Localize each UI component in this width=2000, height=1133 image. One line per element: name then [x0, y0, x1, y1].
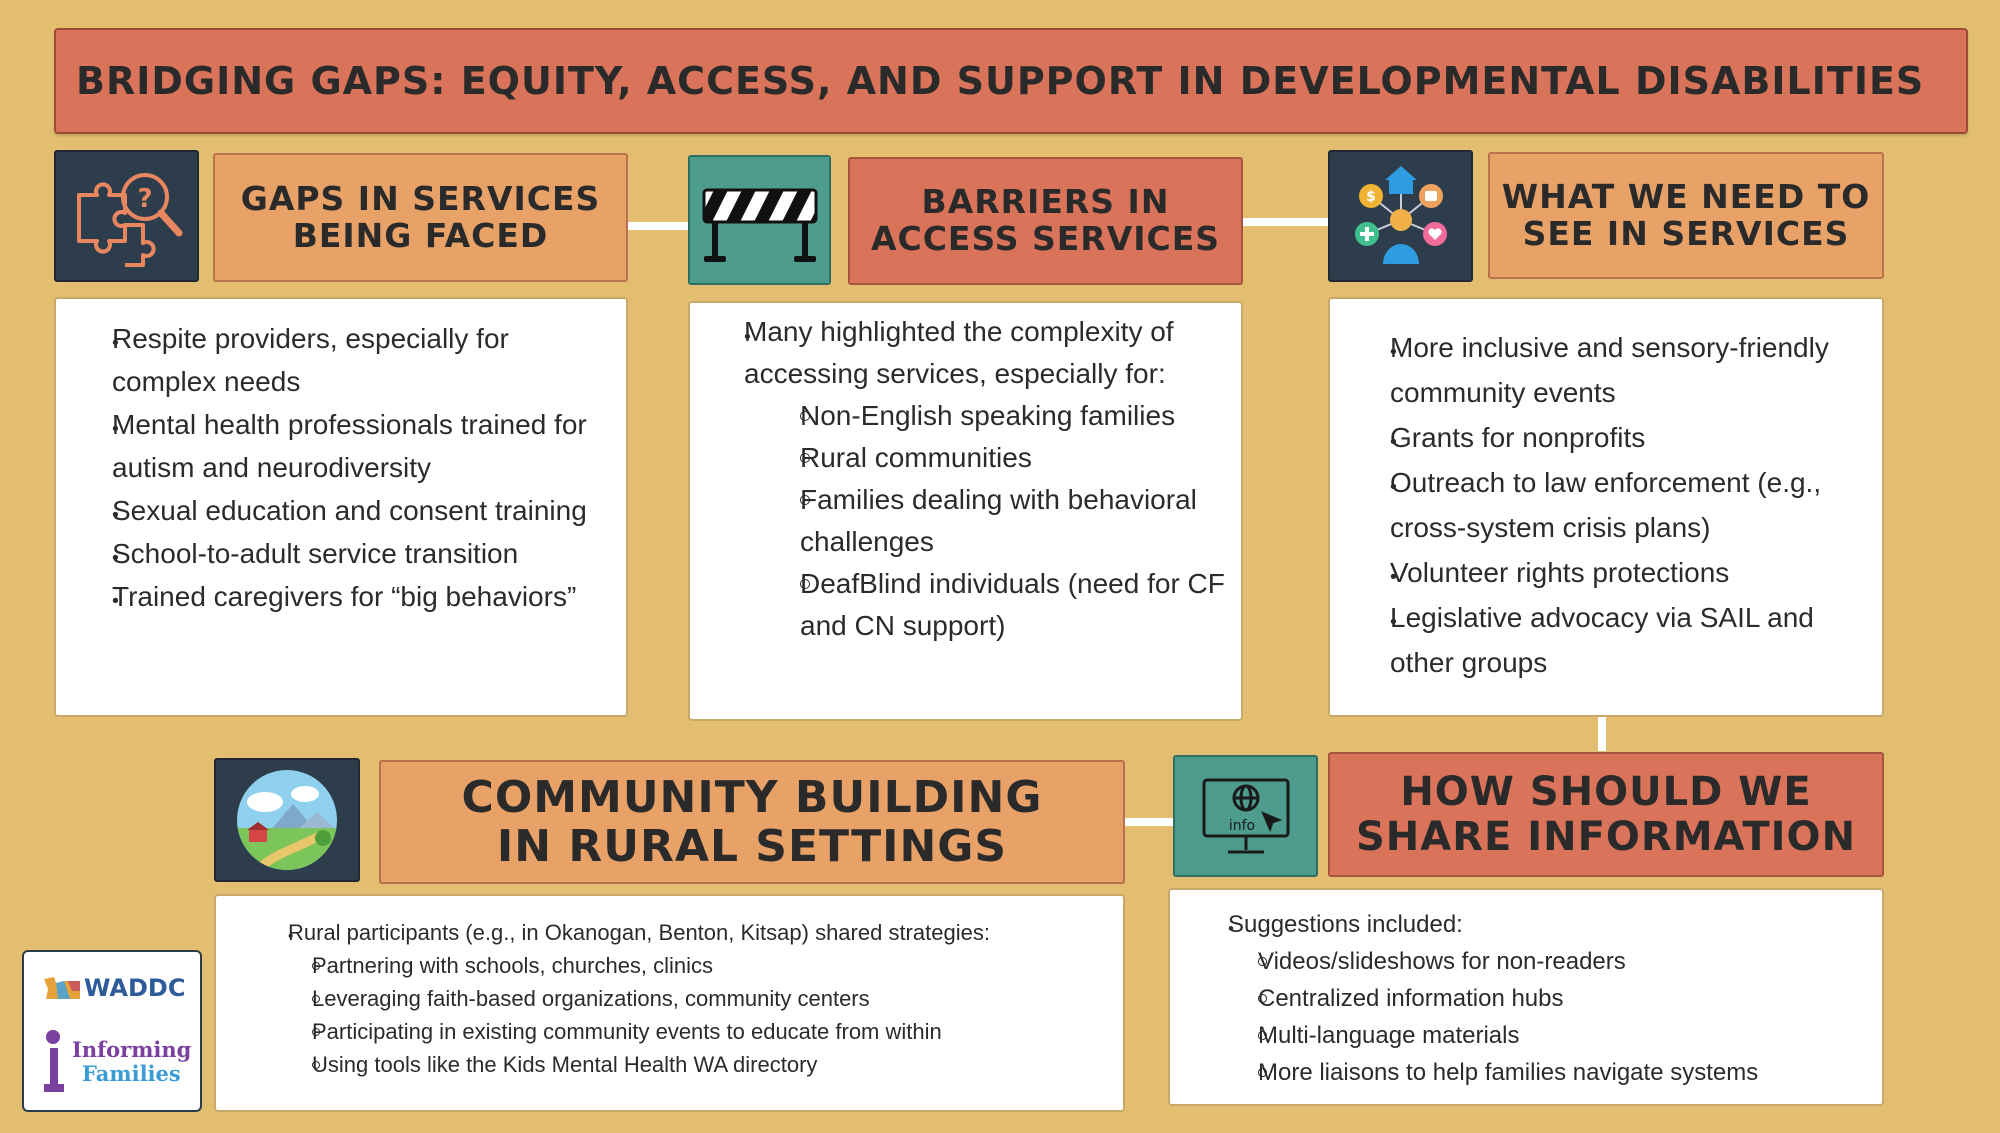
waddc-text: WADDC — [84, 974, 186, 1002]
list-item: • Trained caregivers for “big behaviors” — [84, 575, 618, 618]
needs-list — [1362, 325, 1876, 685]
list-item: • Grants for nonprofits — [1362, 415, 1876, 460]
list-subitem: Videos/slideshows for non-readers — [1232, 943, 1876, 980]
needs-content — [1328, 297, 1884, 717]
list-item: • Sexual education and consent training — [84, 489, 618, 532]
list-subitem: Partnering with schools, churches, clinics — [288, 949, 1117, 982]
list-subitem: Non-English speaking families — [772, 395, 1237, 437]
list-item: • Suggestions included: — [1206, 906, 1876, 943]
svg-text:$: $ — [1365, 189, 1376, 205]
needs-icon-tile — [1328, 150, 1473, 282]
share-sublist — [1206, 943, 1876, 1091]
community-heading — [379, 760, 1125, 884]
needs-heading-line2: SEE IN SERVICES — [1522, 213, 1850, 253]
list-item: • Outreach to law enforcement (e.g., cross-system crisis plans) — [1362, 460, 1876, 550]
list-item: • Rural participants (e.g., in Okanogan, Benton, Kitsap) shared strategies: — [268, 916, 1117, 949]
list-item: • Respite providers, especially for complex needs — [84, 317, 618, 403]
share-heading-line1: HOW SHOULD WE — [1400, 768, 1812, 815]
list-subitem: Using tools like the Kids Mental Health WA directory — [288, 1048, 1117, 1081]
gaps-heading-line2: BEING FACED — [292, 215, 549, 255]
puzzle-magnifier-icon — [67, 161, 187, 271]
connector-barriers-needs — [1243, 218, 1328, 226]
logo-panel — [22, 950, 202, 1112]
barriers-heading-line1: BARRIERS IN — [921, 182, 1170, 222]
share-content — [1168, 888, 1884, 1106]
list-item: • More inclusive and sensory-friendly community events — [1362, 325, 1876, 415]
barriers-list — [716, 311, 1237, 395]
needs-heading — [1488, 152, 1884, 279]
gaps-icon-tile — [54, 150, 199, 282]
share-icon-tile — [1173, 755, 1318, 877]
families-text: Families — [82, 1061, 181, 1086]
gaps-heading-line1: GAPS IN SERVICES — [240, 178, 601, 218]
barriers-sublist — [716, 395, 1237, 647]
barriers-heading-line2: ACCESS SERVICES — [870, 219, 1221, 258]
barriers-content — [688, 301, 1243, 721]
connector-gaps-barriers — [628, 222, 688, 230]
community-content — [214, 894, 1125, 1112]
list-subitem: Participating in existing community events to educate from within — [288, 1015, 1117, 1048]
barriers-icon-tile — [688, 155, 831, 285]
list-subitem: More liaisons to help families navigate systems — [1232, 1054, 1876, 1091]
list-subitem: Multi-language materials — [1232, 1017, 1876, 1054]
barriers-heading — [848, 157, 1243, 285]
gaps-content — [54, 297, 628, 717]
connector-community-share — [1125, 818, 1175, 826]
svg-text:?: ? — [136, 184, 153, 214]
community-sublist — [268, 949, 1117, 1081]
list-item: • Mental health professionals trained for autism and neurodiversity — [84, 403, 618, 489]
needs-heading-line1: WHAT WE NEED TO — [1501, 176, 1871, 216]
gaps-heading — [213, 153, 628, 282]
road-barrier-icon — [698, 170, 822, 270]
computer-info-icon — [1198, 768, 1294, 864]
community-list — [268, 916, 1117, 949]
informing-text: Informing — [72, 1037, 192, 1062]
community-heading-line1: COMMUNITY BUILDING — [461, 771, 1043, 823]
community-heading-line2: IN RURAL SETTINGS — [496, 821, 1008, 872]
list-subitem: Centralized information hubs — [1232, 980, 1876, 1017]
share-list — [1206, 906, 1876, 943]
community-network-icon — [1341, 160, 1461, 272]
waddc-logo — [42, 974, 185, 1002]
share-heading-line2: SHARE INFORMATION — [1355, 813, 1857, 860]
person-i-icon — [38, 1028, 68, 1094]
list-subitem: Rural communities — [772, 437, 1237, 479]
rural-landscape-icon — [235, 768, 339, 872]
share-heading — [1328, 752, 1884, 877]
info-icon-text: info — [1228, 818, 1255, 834]
list-subitem: DeafBlind individuals (need for CF and CN support) — [772, 563, 1237, 647]
list-subitem: Leveraging faith-based organizations, community centers — [288, 982, 1117, 1015]
washington-state-icon — [42, 975, 82, 1001]
list-item: • School-to-adult service transition — [84, 532, 618, 575]
list-subitem: Families dealing with behavioral challenges — [772, 479, 1237, 563]
list-item: • Volunteer rights protections — [1362, 550, 1876, 595]
connector-needs-share — [1598, 715, 1606, 751]
gaps-list — [84, 317, 618, 618]
list-item: • Many highlighted the complexity of accessing services, especially for: — [716, 311, 1237, 395]
page-title: BRIDGING GAPS: EQUITY, ACCESS, AND SUPPORT IN DEVELOPMENTAL DISABILITIES — [54, 28, 1968, 134]
list-item: • Legislative advocacy via SAIL and other groups — [1362, 595, 1876, 685]
community-icon-tile — [214, 758, 360, 882]
informing-families-logo — [38, 1028, 191, 1094]
